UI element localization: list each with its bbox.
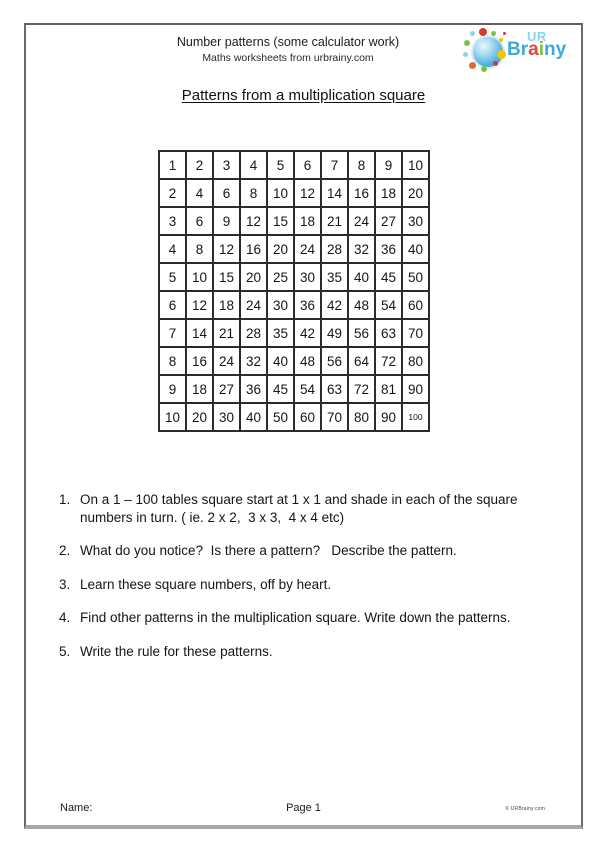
table-cell: 12: [186, 291, 213, 319]
question-text: Write the rule for these patterns.: [80, 643, 273, 659]
table-cell: 4: [240, 151, 267, 179]
table-cell: 24: [348, 207, 375, 235]
table-cell: 2: [159, 179, 186, 207]
question-number: 3.: [59, 576, 71, 592]
table-cell: 5: [267, 151, 294, 179]
logo-brainy-text: [507, 40, 566, 59]
question-item: [59, 576, 555, 594]
table-cell: 72: [375, 347, 402, 375]
table-cell: 7: [159, 319, 186, 347]
logo-letter: r: [520, 39, 529, 60]
table-cell: 49: [321, 319, 348, 347]
table-cell: 70: [402, 319, 429, 347]
table-cell: 6: [186, 207, 213, 235]
table-cell: 12: [294, 179, 321, 207]
table-cell: 9: [375, 151, 402, 179]
urbrainy-logo: [463, 28, 575, 80]
logo-dot: [497, 50, 506, 59]
table-row: [159, 207, 429, 235]
table-cell: 42: [294, 319, 321, 347]
table-cell: 27: [375, 207, 402, 235]
logo-letter: y: [555, 39, 567, 60]
table-cell: 40: [348, 263, 375, 291]
table-cell: 45: [267, 375, 294, 403]
table-cell: 10: [186, 263, 213, 291]
question-number: 5.: [59, 643, 71, 659]
table-cell: 81: [375, 375, 402, 403]
question-text: Learn these square numbers, off by heart.: [80, 576, 332, 592]
table-cell: 12: [240, 207, 267, 235]
table-cell: 16: [186, 347, 213, 375]
logo-dot: [491, 31, 496, 36]
table-cell: 8: [240, 179, 267, 207]
table-cell: 18: [294, 207, 321, 235]
table-cell: 30: [294, 263, 321, 291]
question-text: What do you notice? Is there a pattern? Describe the pattern.: [80, 543, 457, 558]
table-cell: 18: [186, 375, 213, 403]
table-cell: 21: [213, 319, 240, 347]
table-cell: 24: [294, 235, 321, 263]
table-cell: 15: [213, 263, 240, 291]
table-cell: 4: [159, 235, 186, 263]
logo-dot: [479, 28, 487, 36]
page-footer: [26, 800, 581, 820]
table-cell: 18: [213, 291, 240, 319]
table-cell: 7: [321, 151, 348, 179]
table-cell: 16: [348, 179, 375, 207]
table-cell: 20: [402, 179, 429, 207]
table-cell: 10: [402, 151, 429, 179]
table-cell: 20: [267, 235, 294, 263]
table-cell: 100: [402, 403, 429, 431]
logo-dot: [469, 62, 476, 69]
table-cell: 54: [375, 291, 402, 319]
table-cell: 20: [240, 263, 267, 291]
logo-dot: [499, 38, 503, 42]
table-cell: 9: [159, 375, 186, 403]
table-cell: 24: [240, 291, 267, 319]
table-cell: 42: [321, 291, 348, 319]
table-cell: 36: [294, 291, 321, 319]
table-cell: 90: [402, 375, 429, 403]
table-cell: 27: [213, 375, 240, 403]
multiplication-square: [158, 150, 430, 432]
table-row: [159, 235, 429, 263]
table-cell: 8: [186, 235, 213, 263]
table-cell: 2: [186, 151, 213, 179]
worksheet-title: Patterns from a multiplication square: [181, 87, 426, 104]
table-cell: 28: [240, 319, 267, 347]
table-row: [159, 403, 429, 431]
table-cell: 30: [267, 291, 294, 319]
table-cell: 36: [240, 375, 267, 403]
question-text: Find other patterns in the multiplication square. Write down the patterns.: [80, 610, 511, 625]
logo-letter: a: [528, 39, 539, 60]
question-item: [59, 491, 555, 526]
table-cell: 48: [294, 347, 321, 375]
question-text: On a 1 – 100 tables square start at 1 x 1 and shade in each of the square numbers in turn. ( ie. 2 x 2, 3 x 3, 4 x 4 etc): [80, 492, 522, 525]
table-row: [159, 375, 429, 403]
table-cell: 10: [159, 403, 186, 431]
copyright: © URBrainy.com: [505, 806, 545, 812]
table-cell: 45: [375, 263, 402, 291]
question-number: 2.: [59, 543, 71, 558]
table-cell: 40: [267, 347, 294, 375]
table-cell: 21: [321, 207, 348, 235]
question-item: [59, 542, 555, 560]
name-label: Name:: [60, 802, 93, 814]
question-item: [59, 609, 555, 627]
logo-letter: B: [507, 39, 521, 60]
table-cell: 30: [213, 403, 240, 431]
table-cell: 35: [267, 319, 294, 347]
table-cell: 6: [213, 179, 240, 207]
logo-ur-text: UR: [527, 29, 547, 44]
question-item: [59, 643, 555, 661]
table-cell: 25: [267, 263, 294, 291]
table-cell: 70: [321, 403, 348, 431]
logo-text: [507, 30, 566, 59]
table-cell: 1: [159, 151, 186, 179]
logo-dot: [470, 31, 475, 36]
table-cell: 3: [213, 151, 240, 179]
table-cell: 30: [402, 207, 429, 235]
table-cell: 48: [348, 291, 375, 319]
logo-dot: [503, 32, 506, 35]
table-cell: 16: [240, 235, 267, 263]
question-number: 4.: [59, 610, 71, 625]
worksheet-header-title: Number patterns (some calculator work): [176, 35, 400, 49]
page-number: Page 1: [286, 802, 321, 814]
logo-dot: [464, 40, 470, 46]
table-cell: 32: [240, 347, 267, 375]
table-cell: 56: [321, 347, 348, 375]
table-cell: 72: [348, 375, 375, 403]
table-row: [159, 179, 429, 207]
table-row: [159, 151, 429, 179]
table-cell: 24: [213, 347, 240, 375]
question-number: 1.: [59, 492, 71, 507]
table-cell: 9: [213, 207, 240, 235]
questions-list: [59, 491, 555, 676]
logo-letter: i: [538, 39, 544, 60]
table-row: [159, 347, 429, 375]
table-cell: 12: [213, 235, 240, 263]
worksheet-page: [24, 23, 583, 829]
table-cell: 80: [402, 347, 429, 375]
table-row: [159, 263, 429, 291]
table-cell: 20: [186, 403, 213, 431]
table-cell: 5: [159, 263, 186, 291]
table-cell: 50: [402, 263, 429, 291]
table-cell: 90: [375, 403, 402, 431]
table-cell: 54: [294, 375, 321, 403]
table-cell: 4: [186, 179, 213, 207]
table-cell: 64: [348, 347, 375, 375]
table-cell: 8: [159, 347, 186, 375]
table-cell: 32: [348, 235, 375, 263]
table-cell: 35: [321, 263, 348, 291]
table-cell: 40: [402, 235, 429, 263]
table-row: [159, 291, 429, 319]
logo-dot: [493, 61, 498, 66]
table-cell: 14: [321, 179, 348, 207]
logo-dot: [481, 66, 487, 72]
logo-dot: [463, 52, 468, 57]
table-cell: 28: [321, 235, 348, 263]
table-cell: 14: [186, 319, 213, 347]
table-cell: 56: [348, 319, 375, 347]
table-cell: 6: [159, 291, 186, 319]
table-cell: 80: [348, 403, 375, 431]
table-cell: 40: [240, 403, 267, 431]
table-cell: 50: [267, 403, 294, 431]
table-cell: 63: [375, 319, 402, 347]
table-cell: 18: [375, 179, 402, 207]
table-cell: 6: [294, 151, 321, 179]
table-cell: 60: [294, 403, 321, 431]
table-cell: 10: [267, 179, 294, 207]
table-cell: 60: [402, 291, 429, 319]
table-cell: 63: [321, 375, 348, 403]
table-row: [159, 319, 429, 347]
table-cell: 8: [348, 151, 375, 179]
table-cell: 15: [267, 207, 294, 235]
logo-letter: n: [544, 39, 556, 60]
table-cell: 36: [375, 235, 402, 263]
worksheet-header-subtitle: Maths worksheets from urbrainy.com: [202, 52, 374, 64]
table-cell: 3: [159, 207, 186, 235]
